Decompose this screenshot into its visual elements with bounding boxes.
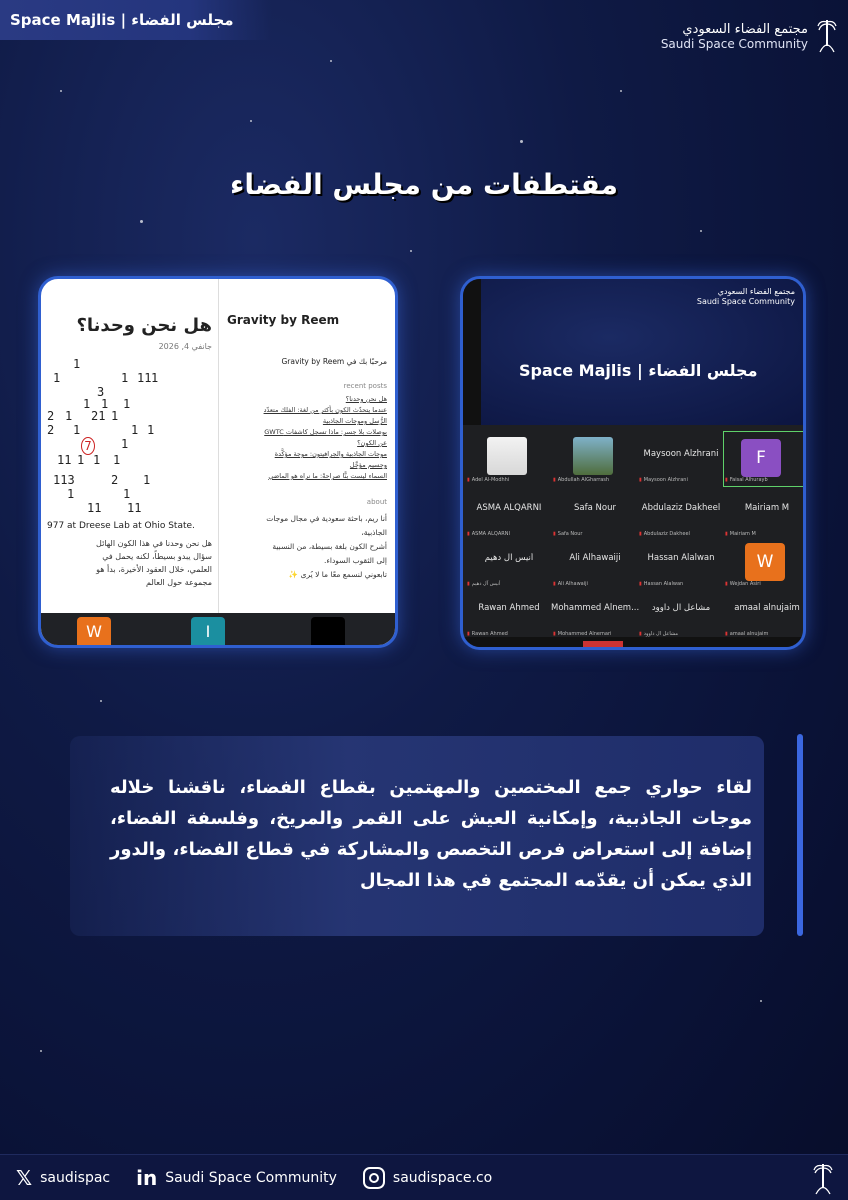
participant-avatar-i: I: [191, 617, 225, 645]
active-speaker-outline: [723, 431, 805, 487]
recent-posts-list: [227, 394, 387, 482]
logo-ar-text: مجتمع الفضاء السعودي: [682, 21, 808, 37]
meeting-toolbar: [463, 637, 803, 647]
logo: [661, 16, 838, 56]
blog-post-pane: [41, 279, 219, 619]
recent-post-link[interactable]: السماء ليست بنًّا صراحةً: ما نراه هو الماضي: [268, 472, 387, 480]
participant-tile[interactable]: مشاعل ال داوود ▮ مشاعل ال داوود: [637, 589, 725, 639]
footer-x-link[interactable]: [16, 1166, 110, 1190]
welcome-text: مرحبًا بك في Gravity by Reem: [281, 357, 387, 366]
recent-post-link[interactable]: بوصلات بلا جسر: ماذا تسجل كاشفات GWTC: [264, 428, 387, 436]
recent-post-link[interactable]: الرُّسل وموجات الجاذبية: [322, 417, 387, 425]
x-icon: 𝕏: [16, 1165, 33, 1190]
participant-tile[interactable]: Abdulaziz Dakheel ▮ Abdulaziz Dakheel: [637, 489, 725, 539]
leave-indicator: [583, 641, 623, 647]
footer-instagram-link[interactable]: [363, 1167, 492, 1189]
accent-bar: [797, 734, 803, 936]
recent-posts-label: recent posts: [343, 382, 387, 390]
logo-en-text: Saudi Space Community: [660, 36, 808, 51]
participant-tile[interactable]: Maysoon Alzhrani ▮ Maysoon Alzhrani: [637, 435, 725, 485]
participant-tile[interactable]: W ▮ Wejdan Asiri: [723, 539, 806, 589]
participant-tile[interactable]: أنيس آل دهيم ▮ أنيس آل دهيم: [465, 539, 553, 589]
participant-avatar-w: W: [745, 543, 785, 581]
post-excerpt: هل نحن وحدنا في هذا الكون الهائل سؤال يبدو بسيطاً، لكنه يحمل في العلمي، خلال العقود الأخيرة، بدأ هو مجموعة حول العالم: [96, 539, 212, 587]
recent-post-link[interactable]: موجات الجاذبية والجرافيتون: موجة مؤكَّدة: [274, 450, 387, 458]
participant-photo: [573, 437, 613, 475]
participant-tile[interactable]: ASMA ALQARNI ▮ ASMA ALQARNI: [465, 489, 553, 539]
number-pattern-image: 1 1 1 11 1 3 1 1 1 2 1 21 1 2 1 1 1 7 1 11 1 1 1 113 2 1 1 1 11 11: [47, 357, 159, 515]
post-english-line: 977 at Dreese Lab at Ohio State.: [47, 521, 195, 531]
top-tab: [0, 0, 272, 40]
participant-tile[interactable]: Hassan Alalwan ▮ Hassan Alalwan: [637, 539, 725, 589]
post-title: هل نحن وحدنا؟: [76, 315, 212, 336]
instagram-handle: saudispace.co: [392, 1169, 493, 1186]
x-handle: saudispac: [40, 1169, 111, 1186]
recent-post-link[interactable]: عندما يتحدّث الكون بأكثر من لغة: الفلك متعدّد: [263, 406, 387, 414]
top-tab-label: Space Majlis | مجلس الفضاء: [10, 11, 234, 29]
about-label: about: [366, 498, 387, 506]
linkedin-name: Saudi Space Community: [165, 1169, 337, 1186]
participant-tile[interactable]: ▮ Adel Al-Modhhi: [465, 435, 553, 485]
participant-avatar-f: F: [741, 439, 781, 477]
meeting-screenshot: [460, 276, 806, 650]
video-strip: [41, 613, 395, 645]
participant-tile[interactable]: Mohammed Alnem... ▮ Mohammed Alnemari: [551, 589, 639, 639]
participant-tile[interactable]: Ali Alhawaiji ▮ Ali Alhawaiji: [551, 539, 639, 589]
participant-tile[interactable]: Rawan Ahmed ▮ Rawan Ahmed: [465, 589, 553, 639]
participant-tile[interactable]: F ▮ Faisal Alhurayb: [723, 435, 806, 485]
footer: [0, 1154, 848, 1200]
participant-tile[interactable]: Mairiam M ▮ Mairiam M: [723, 489, 806, 539]
description-text: لقاء حواري جمع المختصين والمهتمين بقطاع الفضاء، ناقشنا خلاله موجات الجاذبية، وإمكانية العيش على القمر والمريخ، وفلسفة الفضاء، إضافة إلى استعراض فرص التخصص والمشاركة في قطاع الفضاء، والدور الذي يمكن أن يقدّمه المجتمع في هذا المجال: [110, 777, 752, 891]
palm-swords-icon: [816, 16, 838, 56]
participant-photo: [487, 437, 527, 475]
site-name[interactable]: Gravity by Reem: [227, 313, 340, 327]
description-box: [70, 736, 764, 936]
participant-tile[interactable]: amaal alnujaim ▮ amaal alnujaim: [723, 589, 806, 639]
participant-avatar-w: W: [77, 617, 111, 645]
blog-sidebar: [219, 279, 395, 619]
shared-slide: [481, 279, 803, 425]
participant-tile[interactable]: ▮ Abdullah AlGharrash: [551, 435, 639, 485]
palm-swords-icon: [812, 1161, 834, 1197]
participant-video: [311, 617, 345, 645]
slide-title: Space Majlis | مجلس الفضاء: [519, 361, 758, 380]
slide-left-strip: [463, 279, 481, 425]
recent-post-link[interactable]: وجسيم مؤجَّل: [349, 461, 387, 469]
recent-post-link[interactable]: عن الكون؟: [357, 439, 387, 447]
blog-screenshot: [38, 276, 398, 648]
instagram-icon: [363, 1167, 385, 1189]
page-heading: مقتطفات من مجلس الفضاء: [230, 168, 618, 201]
recent-post-link[interactable]: هل نحن وحدنا؟: [345, 395, 387, 403]
participant-tile[interactable]: Safa Nour ▮ Safa Nour: [551, 489, 639, 539]
linkedin-icon: in: [136, 1165, 158, 1190]
slide-logo: مجتمع الفضاء السعودي Saudi Space Community: [696, 287, 795, 306]
post-date: جانفي 4, 2026: [158, 342, 212, 351]
about-text: أنا ريم، باحثة سعودية في مجال موجات الجاذبية، أشرح الكون بلغة بسيطة، من النسبية إلى الثقوب السوداء. تابعوني لنسمع معًا ما لا يُرى ✨: [266, 514, 387, 579]
footer-linkedin-link[interactable]: [136, 1166, 337, 1190]
